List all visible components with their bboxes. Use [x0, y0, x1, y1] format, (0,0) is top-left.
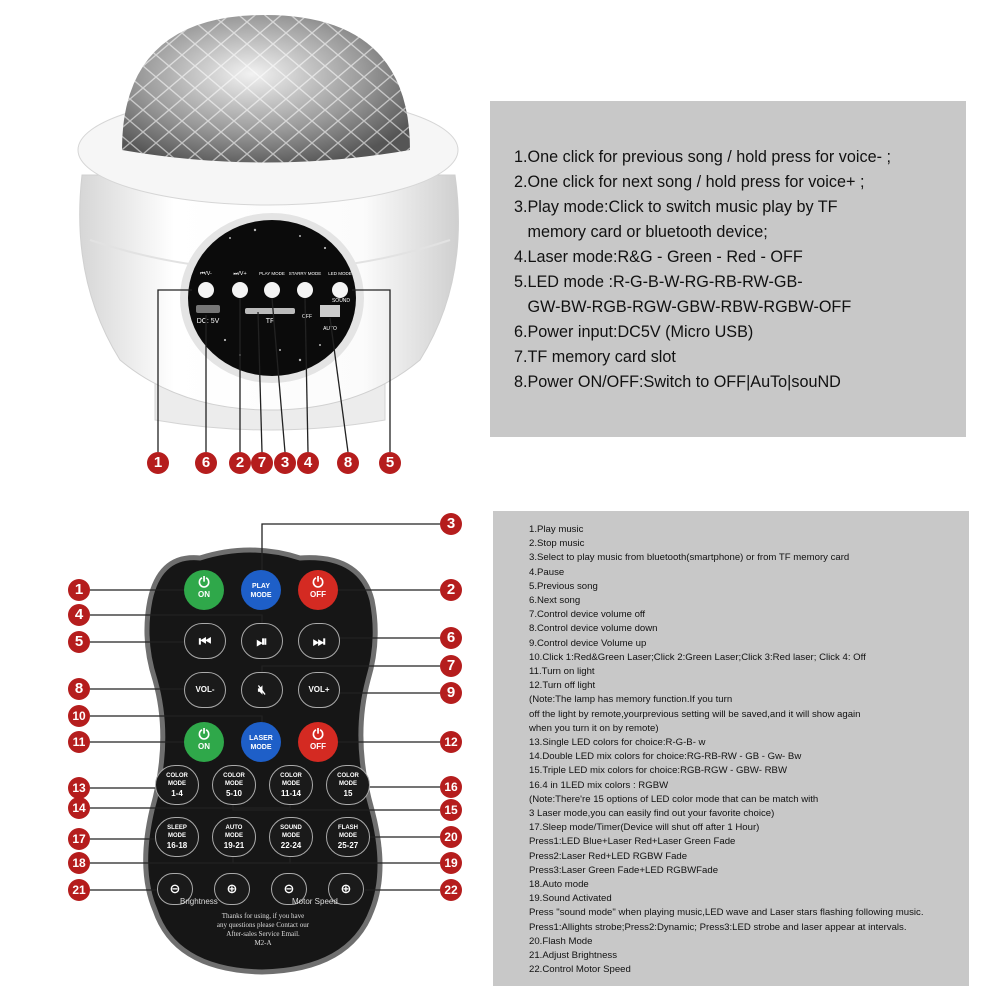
thanks-line: any questions please Contact our	[216, 921, 310, 929]
sleep-mode-button[interactable]	[155, 817, 199, 857]
off-label: OFF	[310, 590, 326, 599]
remote-badge-20: 20	[440, 826, 462, 848]
top-line: memory card or bluetooth device;	[514, 223, 768, 241]
top-line: 6.Power input:DC5V (Micro USB)	[514, 323, 754, 341]
remote-badge-18: 18	[68, 852, 90, 874]
thanks-line: After-sales Service Email.	[226, 930, 300, 938]
power-icon: ⏻	[312, 726, 324, 742]
model-label: M2-A	[254, 939, 272, 947]
remote-badge-12: 12	[440, 731, 462, 753]
btn-text: 5-10	[225, 789, 242, 798]
bottom-line: 16.4 in 1LED mix colors : RGBW	[529, 779, 669, 791]
bottom-line: Press2:Laser Red+LED RGBW Fade	[529, 850, 688, 862]
remote-badge-17: 17	[68, 828, 90, 850]
remote-badge-11: 11	[68, 731, 90, 753]
vol-plus-button[interactable]: VOL+	[298, 672, 340, 708]
remote-badge-2: 2	[440, 579, 462, 601]
top-badge-7: 7	[251, 452, 273, 474]
remote-badge-3: 3	[440, 513, 462, 535]
bottom-line: 10.Click 1:Red&Green Laser;Click 2:Green Laser;Click 3:Red laser; Click 4: Off	[529, 651, 866, 663]
off-label: OFF	[302, 314, 312, 320]
bottom-line: 1.Play music	[529, 524, 584, 535]
brightness-label: Brightness	[180, 897, 218, 906]
bottom-line: off the light by remote,yourprevious setting will be saved,and it will show again	[529, 708, 861, 720]
bottom-line: 5.Previous song	[529, 580, 598, 592]
next-button[interactable]	[298, 623, 340, 659]
thanks-note	[188, 912, 338, 948]
minus-icon: ⊖	[169, 881, 181, 896]
btn-text: FLASH	[338, 825, 358, 831]
remote-badge-21: 21	[68, 879, 90, 901]
prev-label: ⏮/V-	[200, 271, 212, 277]
btn-text: 22-24	[280, 841, 302, 850]
btn-text: MODE	[339, 833, 357, 839]
auto-mode-button[interactable]	[212, 817, 256, 857]
top-line: 3.Play mode:Click to switch music play by TF	[514, 198, 838, 216]
bottom-line: 18.Auto mode	[529, 879, 589, 891]
power-icon: ⏻	[312, 574, 324, 590]
color-mode-15-button[interactable]	[326, 765, 370, 805]
bottom-line: 8.Control device volume down	[529, 623, 658, 635]
top-badge-2: 2	[229, 452, 251, 474]
minus-icon: ⊖	[283, 881, 295, 896]
play-mode-text: PLAY	[251, 583, 271, 590]
bottom-line: (Note:There're 15 options of LED color mode that can be match with	[529, 793, 819, 805]
btn-text: COLOR	[280, 773, 302, 779]
laser-mode-text: LASER	[249, 735, 273, 742]
bottom-line: Press3:Laser Green Fade+LED RGBWFade	[529, 864, 719, 876]
remote-badge-5: 5	[68, 631, 90, 653]
btn-text: 15	[343, 789, 353, 798]
on-label: ON	[198, 590, 210, 599]
bottom-line: 12.Turn off light	[529, 680, 596, 692]
remote-badge-13: 13	[68, 777, 90, 799]
bottom-line: Press "sound mode" when playing music,LED wave and Laser stars flashing following music.	[529, 907, 924, 919]
btn-text: MODE	[339, 781, 357, 787]
btn-text: 11-14	[280, 789, 302, 798]
btn-text: MODE	[168, 781, 186, 787]
top-badge-3: 3	[274, 452, 296, 474]
next-label: ⏭/V+	[233, 271, 247, 277]
dc-label: DC: 5V	[196, 318, 220, 325]
remote-badge-14: 14	[68, 797, 90, 819]
bottom-line: 2.Stop music	[529, 538, 585, 550]
btn-text: 1-4	[171, 789, 183, 798]
light-on-button[interactable]	[184, 722, 224, 762]
bottom-line: when you turn it on by remote)	[529, 722, 659, 734]
bottom-line: Press1:LED Blue+Laser Red+Laser Green Fade	[529, 836, 736, 848]
bottom-line: 19.Sound Activated	[529, 893, 612, 905]
bottom-line: (Note:The lamp has memory function.If you turn	[529, 694, 733, 706]
sound-label: SOUND	[331, 298, 351, 304]
play-mode-text: MODE	[250, 592, 272, 599]
color-mode-5-10-button[interactable]	[212, 765, 256, 805]
bottom-line: 21.Adjust Brightness	[529, 950, 617, 962]
color-mode-11-14-button[interactable]	[269, 765, 313, 805]
remote-badge-6: 6	[440, 627, 462, 649]
on-button[interactable]	[184, 570, 224, 610]
btn-text: SLEEP	[167, 825, 187, 831]
off-button[interactable]	[298, 570, 338, 610]
light-off-button[interactable]	[298, 722, 338, 762]
starry-mode-label: STARRY MODE	[288, 271, 322, 276]
color-mode-1-4-button[interactable]	[155, 765, 199, 805]
power-icon: ⏻	[198, 574, 210, 590]
motor-speed-label: Motor Speed	[292, 897, 338, 906]
on-label: ON	[198, 742, 210, 751]
bottom-line: 17.Sleep mode/Timer(Device will shut off after 1 Hour)	[529, 822, 760, 834]
bottom-line: 15.Triple LED mix colors for choice:RGB-RGW - GBW- RBW	[529, 765, 788, 777]
bottom-line: Press1:Allights strobe;Press2:Dynamic; Press3:LED strobe and laser appear at intervals.	[529, 921, 907, 933]
remote-badge-9: 9	[440, 682, 462, 704]
vol-minus-button[interactable]: VOL-	[184, 672, 226, 708]
sound-mode-button[interactable]	[269, 817, 313, 857]
projector-illustration	[0, 0, 480, 480]
play-pause-icon: ⏯	[256, 633, 268, 649]
top-badge-1: 1	[147, 452, 169, 474]
mute-button[interactable]	[241, 672, 283, 708]
led-mode-label: LED MODE	[328, 271, 352, 276]
bottom-line: 14.Double LED mix colors for choice:RG-RB-RW - GB - Gw- Bw	[529, 751, 802, 763]
plus-icon: ⊕	[340, 881, 352, 896]
btn-text: 25-27	[337, 841, 359, 850]
top-badge-4: 4	[297, 452, 319, 474]
bottom-line: 3 Laser mode,you can easily find out your favorite choice)	[529, 808, 775, 820]
previous-icon: ⏮	[198, 633, 212, 649]
btn-text: MODE	[282, 781, 300, 787]
btn-text: COLOR	[166, 773, 188, 779]
remote-badge-10: 10	[68, 705, 90, 727]
plus-icon: ⊕	[226, 881, 238, 896]
remote-badge-8: 8	[68, 678, 90, 700]
laser-mode-text: MODE	[250, 744, 272, 751]
remote-badge-7: 7	[440, 655, 462, 677]
flash-mode-button[interactable]	[326, 817, 370, 857]
bottom-line: 7.Control device volume off	[529, 609, 646, 621]
btn-text: AUTO	[225, 825, 243, 831]
play-mode-label: PLAY MODE	[259, 271, 285, 276]
off-label: OFF	[310, 742, 326, 751]
previous-button[interactable]	[184, 623, 226, 659]
bottom-line: 3.Select to play music from bluetooth(smartphone) or from TF memory card	[529, 552, 850, 564]
btn-text: MODE	[225, 781, 243, 787]
top-badge-5: 5	[379, 452, 401, 474]
play-mode-button[interactable]	[241, 570, 281, 610]
top-description-panel	[490, 101, 966, 437]
brightness-up-button[interactable]	[214, 873, 250, 905]
top-line: 7.TF memory card slot	[514, 348, 676, 366]
remote-badge-19: 19	[440, 852, 462, 874]
remote-badge-15: 15	[440, 799, 462, 821]
pause-button[interactable]	[241, 623, 283, 659]
top-line: 2.One click for next song / hold press for voice+ ;	[514, 173, 865, 191]
top-line: GW-BW-RGB-RGW-GBW-RBW-RGBW-OFF	[514, 298, 852, 316]
remote-badge-1: 1	[68, 579, 90, 601]
btn-text: COLOR	[337, 773, 359, 779]
tf-label: TF	[265, 318, 275, 325]
bottom-line: 20.Flash Mode	[529, 935, 593, 947]
remote-badge-22: 22	[440, 879, 462, 901]
power-icon: ⏻	[198, 726, 210, 742]
remote-badge-16: 16	[440, 776, 462, 798]
bottom-line: 9.Control device Volume up	[529, 637, 647, 649]
bottom-line: 6.Next song	[529, 595, 581, 607]
remote-badge-4: 4	[68, 604, 90, 626]
btn-text: SOUND	[280, 825, 302, 831]
btn-text: MODE	[225, 833, 243, 839]
bottom-line: 11.Turn on light	[529, 666, 595, 678]
bottom-line: 13.Single LED colors for choice:R-G-B- w	[529, 737, 706, 749]
btn-text: 16-18	[166, 841, 188, 850]
btn-text: MODE	[282, 833, 300, 839]
top-badge-8: 8	[337, 452, 359, 474]
laser-mode-button[interactable]	[241, 722, 281, 762]
top-badge-6: 6	[195, 452, 217, 474]
top-line: 4.Laser mode:R&G - Green - Red - OFF	[514, 248, 803, 266]
btn-text: COLOR	[223, 773, 245, 779]
top-line: 1.One click for previous song / hold press for voice- ;	[514, 148, 891, 166]
auto-label: AUTO	[323, 326, 337, 332]
top-line: 5.LED mode :R-G-B-W-RG-RB-RW-GB-	[514, 273, 803, 291]
next-icon: ⏭	[312, 633, 326, 649]
btn-text: MODE	[168, 833, 186, 839]
bottom-line: 4.Pause	[529, 566, 565, 578]
mute-icon: 🔇︎	[257, 682, 267, 697]
btn-text: 19-21	[223, 841, 245, 850]
top-line: 8.Power ON/OFF:Switch to OFF|AuTo|souND	[514, 373, 841, 391]
bottom-description-panel	[493, 511, 969, 986]
thanks-line: Thanks for using, if you have	[221, 912, 305, 920]
bottom-line: 22.Control Motor Speed	[529, 964, 631, 976]
